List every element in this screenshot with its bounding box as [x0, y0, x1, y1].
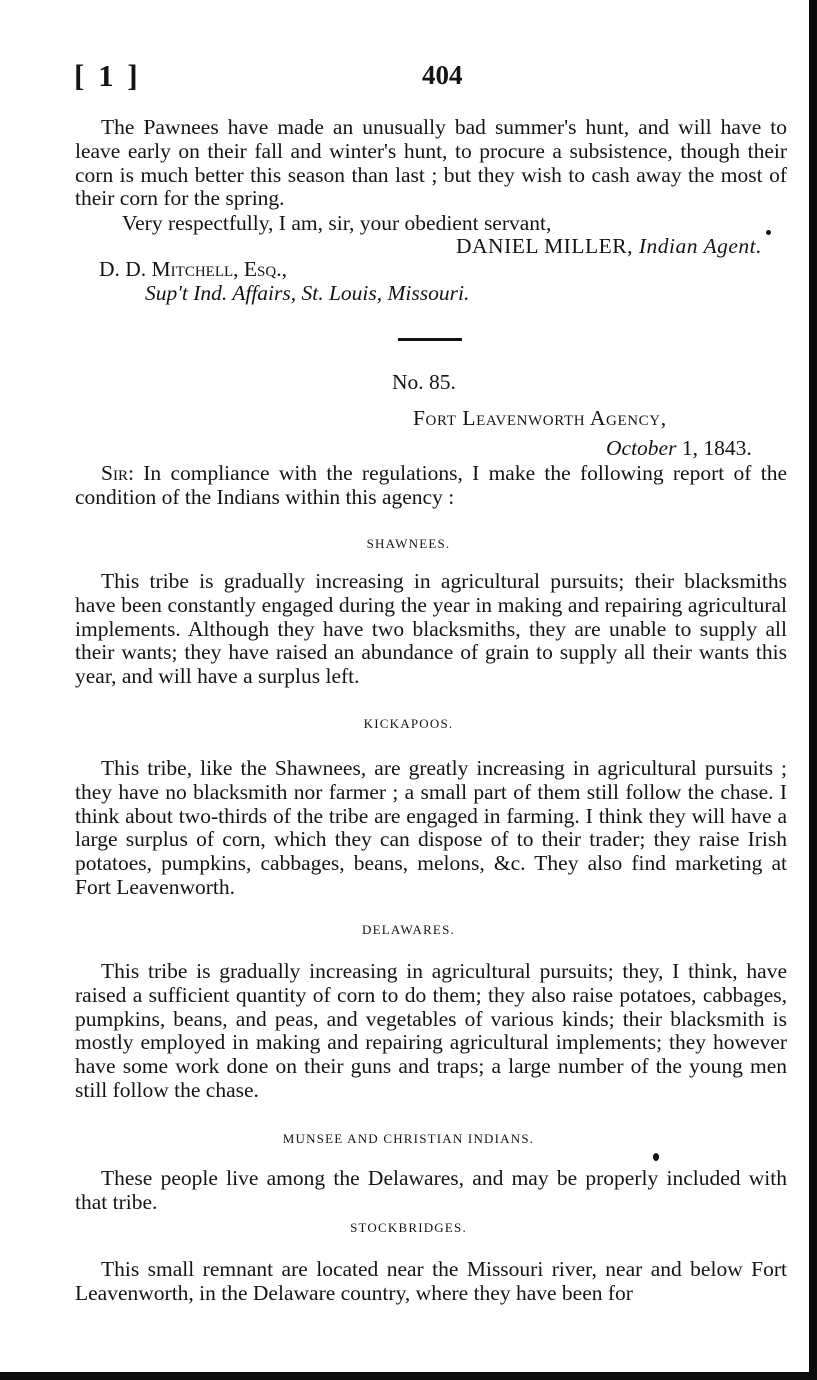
section-paragraph: This tribe is gradually increasing in agricultural pursuits; they, I think, have raised a sufficient quantity of corn to do them; they also raise potatoes, cabbages, pumpkins, beans, and peas, and vegetables of various kinds; their blacksmith is mostly employed in making and repairing agricultural implements; they however have some work done on their guns and traps; a large number of the young men still follow the chase. [75, 959, 787, 1102]
document-reference: [ 1 ] [74, 58, 141, 93]
date-rest: 1, 1843. [681, 436, 752, 460]
addressee-title: Sup't Ind. Affairs, St. Louis, Missouri. [145, 281, 470, 305]
pawnee-paragraph: The Pawnees have made an unusually bad summer's hunt, and will have to leave early on their fall and winter's hunt, to procure a subsistence, though their corn is much better this season than last ; but they wish to cash away the most of their corn for the spring. [75, 115, 787, 211]
ink-speck [653, 1153, 659, 1161]
section-paragraph: This small remnant are located near the Missouri river, near and below Fort Leavenworth, in the Delaware country, where they have been for [75, 1257, 787, 1305]
letter-closing: Very respectfully, I am, sir, your obedient servant, [122, 211, 552, 235]
section-paragraph: This tribe, like the Shawnees, are greatly increasing in agricultural pursuits ; they have no blacksmith nor farmer ; a small part of them still follow the chase. I think about two-thirds of the tribe are engaged in farming. I think they will have a large surplus of corn, which they can dispose of to their trader; they raise Irish potatoes, pumpkins, cabbages, beans, melons, &c. They also find marketing at Fort Leavenworth. [75, 756, 787, 899]
letter-number: No. 85. [392, 370, 456, 394]
salutation: Sir [101, 461, 128, 485]
signature-name: DANIEL MILLER, [455, 234, 633, 258]
addressee-name: D. D. Mitchell, Esq., [99, 257, 287, 281]
section-heading: MUNSEE AND CHRISTIAN INDIANS. [282, 1131, 535, 1146]
letter-place: Fort Leavenworth Agency, [413, 406, 667, 430]
section-divider [398, 338, 462, 341]
date-month: October [606, 436, 677, 460]
scan-edge-right [809, 0, 817, 1380]
page-header [74, 58, 774, 98]
intro-paragraph [75, 462, 787, 510]
section-heading: KICKAPOOS. [363, 716, 454, 731]
section-paragraph: This tribe is gradually increasing in agricultural pursuits; their blacksmiths have been constantly engaged during the year in making and repairing agricultural implements. Although they have two blacksmiths, they are unable to supply all their wants; they have raised an abundance of grain to supply all their wants this year, and will have a surplus left. [75, 569, 787, 689]
intro-text: : In compliance with the regulations, I make the following report of the condition of the Indians within this agency : [75, 461, 787, 509]
section-heading: SHAWNEES. [366, 536, 451, 551]
section-heading: DELAWARES. [362, 922, 455, 937]
page-number: 404 [422, 60, 463, 90]
section-paragraph: These people live among the Delawares, and may be properly included with that tribe. [75, 1166, 787, 1214]
ink-speck [766, 230, 771, 235]
signature-title: Indian Agent. [638, 234, 762, 258]
letter-date [606, 436, 752, 461]
signature [456, 234, 762, 259]
section-heading: STOCKBRIDGES. [350, 1220, 467, 1235]
scan-edge-bottom [0, 1372, 817, 1380]
